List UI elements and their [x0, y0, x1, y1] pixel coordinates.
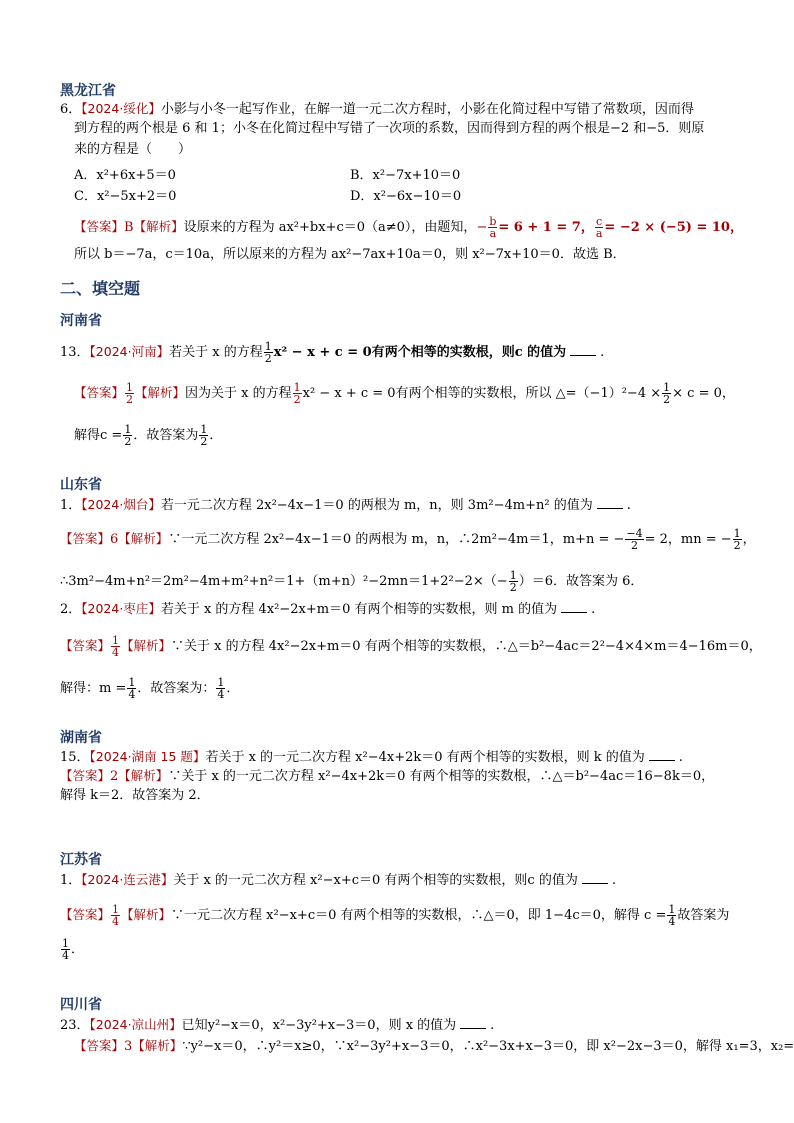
fraction: $\frac{1}{2}$	[293, 381, 301, 406]
solution-line: ∴3m²−4m+n²＝2m²−4m+m²+n²＝1+（m+n）²−2mn＝1+2²−2×（− $\frac{1}{2}$ ）＝6．故答案为 6．	[60, 569, 644, 594]
fraction: $\frac{1}{4}$	[217, 676, 225, 701]
answer-blank	[570, 345, 596, 356]
option-b: B．x²−7x+10＝0	[350, 168, 461, 183]
answer-blank	[597, 498, 623, 509]
answer-line: 【答案】B【解析】设原来的方程为 ax²+bx+c＝0（a≠0），由题知，− $\frac{b}{a}$ = 6 + 1 = 7， $\frac{c}{a}$ = −2 × (−5) = 10，	[74, 215, 743, 240]
section-title: 二、填空题	[60, 279, 141, 298]
question-js1: 1．【2024·连云港】关于 x 的一元二次方程 x²−x+c＝0 有两个相等的实数根，则c 的值为 .	[60, 872, 616, 888]
solution-line: 解得c = $\frac{1}{2}$ ．故答案为 $\frac{1}{2}$ ．	[74, 423, 223, 448]
question-23: 23．【2024·凉山州】已知y²−x＝0，x²−3y²+x−3＝0，则 x 的值为 .	[60, 1017, 495, 1033]
answer-line: 【答案】6【解析】∵一元二次方程 2x²−4x−1＝0 的两根为 m，n，∴2m²−4m＝1，m+n = − $\frac{-4}{2}$ = 2，mn = − $\frac{1}{2}$ ，	[60, 527, 756, 552]
question-6-line1: 6．【2024·绥化】小影与小冬一起写作业，在解一道一元二次方程时，小影在化简过程中写错了常数项，因而得	[60, 101, 694, 117]
section-heading-hunan: 湖南省	[60, 730, 102, 746]
option-c: C．x²−5x+2＝0	[74, 189, 177, 204]
question-sd1: 1．【2024·烟台】若一元二次方程 2x²−4x−1＝0 的两根为 m，n，则 3m²−4m+n² 的值为 .	[60, 497, 631, 513]
fraction: $\frac{1}{2}$	[264, 340, 272, 365]
answer-line: 【答案】3【解析】∵y²−x＝0，∴y²＝x≥0，∵x²−3y²+x−3＝0，∴x²−3x+x−3＝0，即 x²−2x−3＝0，解得 x₁=3，x₂=	[74, 1038, 794, 1054]
section-heading-sichuan: 四川省	[60, 997, 102, 1013]
fraction: $\frac{1}{2}$	[733, 527, 741, 552]
fraction: $\frac{c}{a}$	[595, 215, 603, 240]
answer-blank	[460, 1018, 486, 1029]
solution-line: $\frac{1}{4}$ ．	[62, 937, 85, 962]
section-heading-heilongjiang: 黑龙江省	[60, 83, 116, 99]
answer-blank	[649, 750, 675, 761]
fraction: $\frac{1}{2}$	[509, 569, 517, 594]
fraction: $\frac{1}{4}$	[128, 676, 136, 701]
question-6-line2: 到方程的两个根是 6 和 1；小冬在化简过程中写错了一次项的系数，因而得到方程的两个根是−2 和−5．则原	[74, 121, 705, 136]
fraction: $\frac{1}{4}$	[668, 903, 676, 928]
answer-blank	[582, 873, 608, 884]
question-tag: 【2024·绥化】	[81, 101, 161, 116]
answer-line: 【答案】 $\frac{1}{2}$ 【解析】因为关于 x 的方程 $\frac{1}{2}$ x² − x + c = 0有两个相等的实数根，所以 △=（−1）²−4 × $\frac{1}{2}$ × c = 0，	[74, 381, 735, 406]
solution-line: 解得：m = $\frac{1}{4}$ ．故答案为： $\frac{1}{4}$ ．	[60, 676, 240, 701]
question-6-line3: 来的方程是（ ）	[74, 142, 192, 157]
fraction: $\frac{1}{2}$	[200, 423, 208, 448]
fraction: $\frac{b}{a}$	[489, 215, 497, 240]
answer-line: 【答案】 $\frac{1}{4}$ 【解析】∵关于 x 的方程 4x²−2x+m＝0 有两个相等的实数根，∴△＝b²−4ac＝2²−4×4×m＝4−16m＝0，	[60, 634, 762, 659]
fraction: $\frac{1}{2}$	[124, 423, 132, 448]
solution-line: 所以 b＝−7a，c＝10a，所以原来的方程为 ax²−7ax+10a＝0，则 x²−7x+10＝0．故选 B．	[74, 247, 626, 262]
fraction: $\frac{1}{4}$	[112, 634, 120, 659]
question-15: 15．【2024·湖南 15 题】若关于 x 的一元二次方程 x²−4x+2k＝0 有两个相等的实数根，则 k 的值为 .	[60, 749, 683, 765]
fraction: $\frac{-4}{2}$	[626, 527, 643, 552]
question-13: 13．【2024·河南】若关于 x 的方程 $\frac{1}{2}$ x² − x + c = 0有两个相等的实数根，则c 的值为 .	[60, 340, 605, 365]
fraction: $\frac{1}{2}$	[126, 381, 134, 406]
fraction: $\frac{1}{4}$	[62, 937, 69, 962]
section-heading-jiangsu: 江苏省	[60, 852, 102, 868]
section-heading-shandong: 山东省	[60, 477, 102, 493]
fraction: $\frac{1}{4}$	[112, 903, 120, 928]
option-a: A．x²+6x+5＝0	[74, 168, 176, 183]
solution-line: 解得 k＝2．故答案为 2．	[60, 788, 210, 803]
option-d: D．x²−6x−10＝0	[350, 189, 462, 204]
answer-line: 【答案】2【解析】∵关于 x 的一元二次方程 x²−4x+2k＝0 有两个相等的实数根，∴△＝b²−4ac＝16−8k＝0，	[60, 768, 715, 784]
question-sd2: 2．【2024·枣庄】若关于 x 的方程 4x²−2x+m＝0 有两个相等的实数根，则 m 的值为 .	[60, 601, 596, 617]
section-heading-henan: 河南省	[60, 313, 102, 329]
answer-line: 【答案】 $\frac{1}{4}$ 【解析】∵一元二次方程 x²−x+c＝0 有两个相等的实数根，∴△＝0，即 1−4c＝0，解得 c = $\frac{1}{4}$ 故答案为	[60, 903, 730, 928]
fraction: $\frac{1}{2}$	[663, 381, 671, 406]
answer-blank	[561, 602, 587, 613]
